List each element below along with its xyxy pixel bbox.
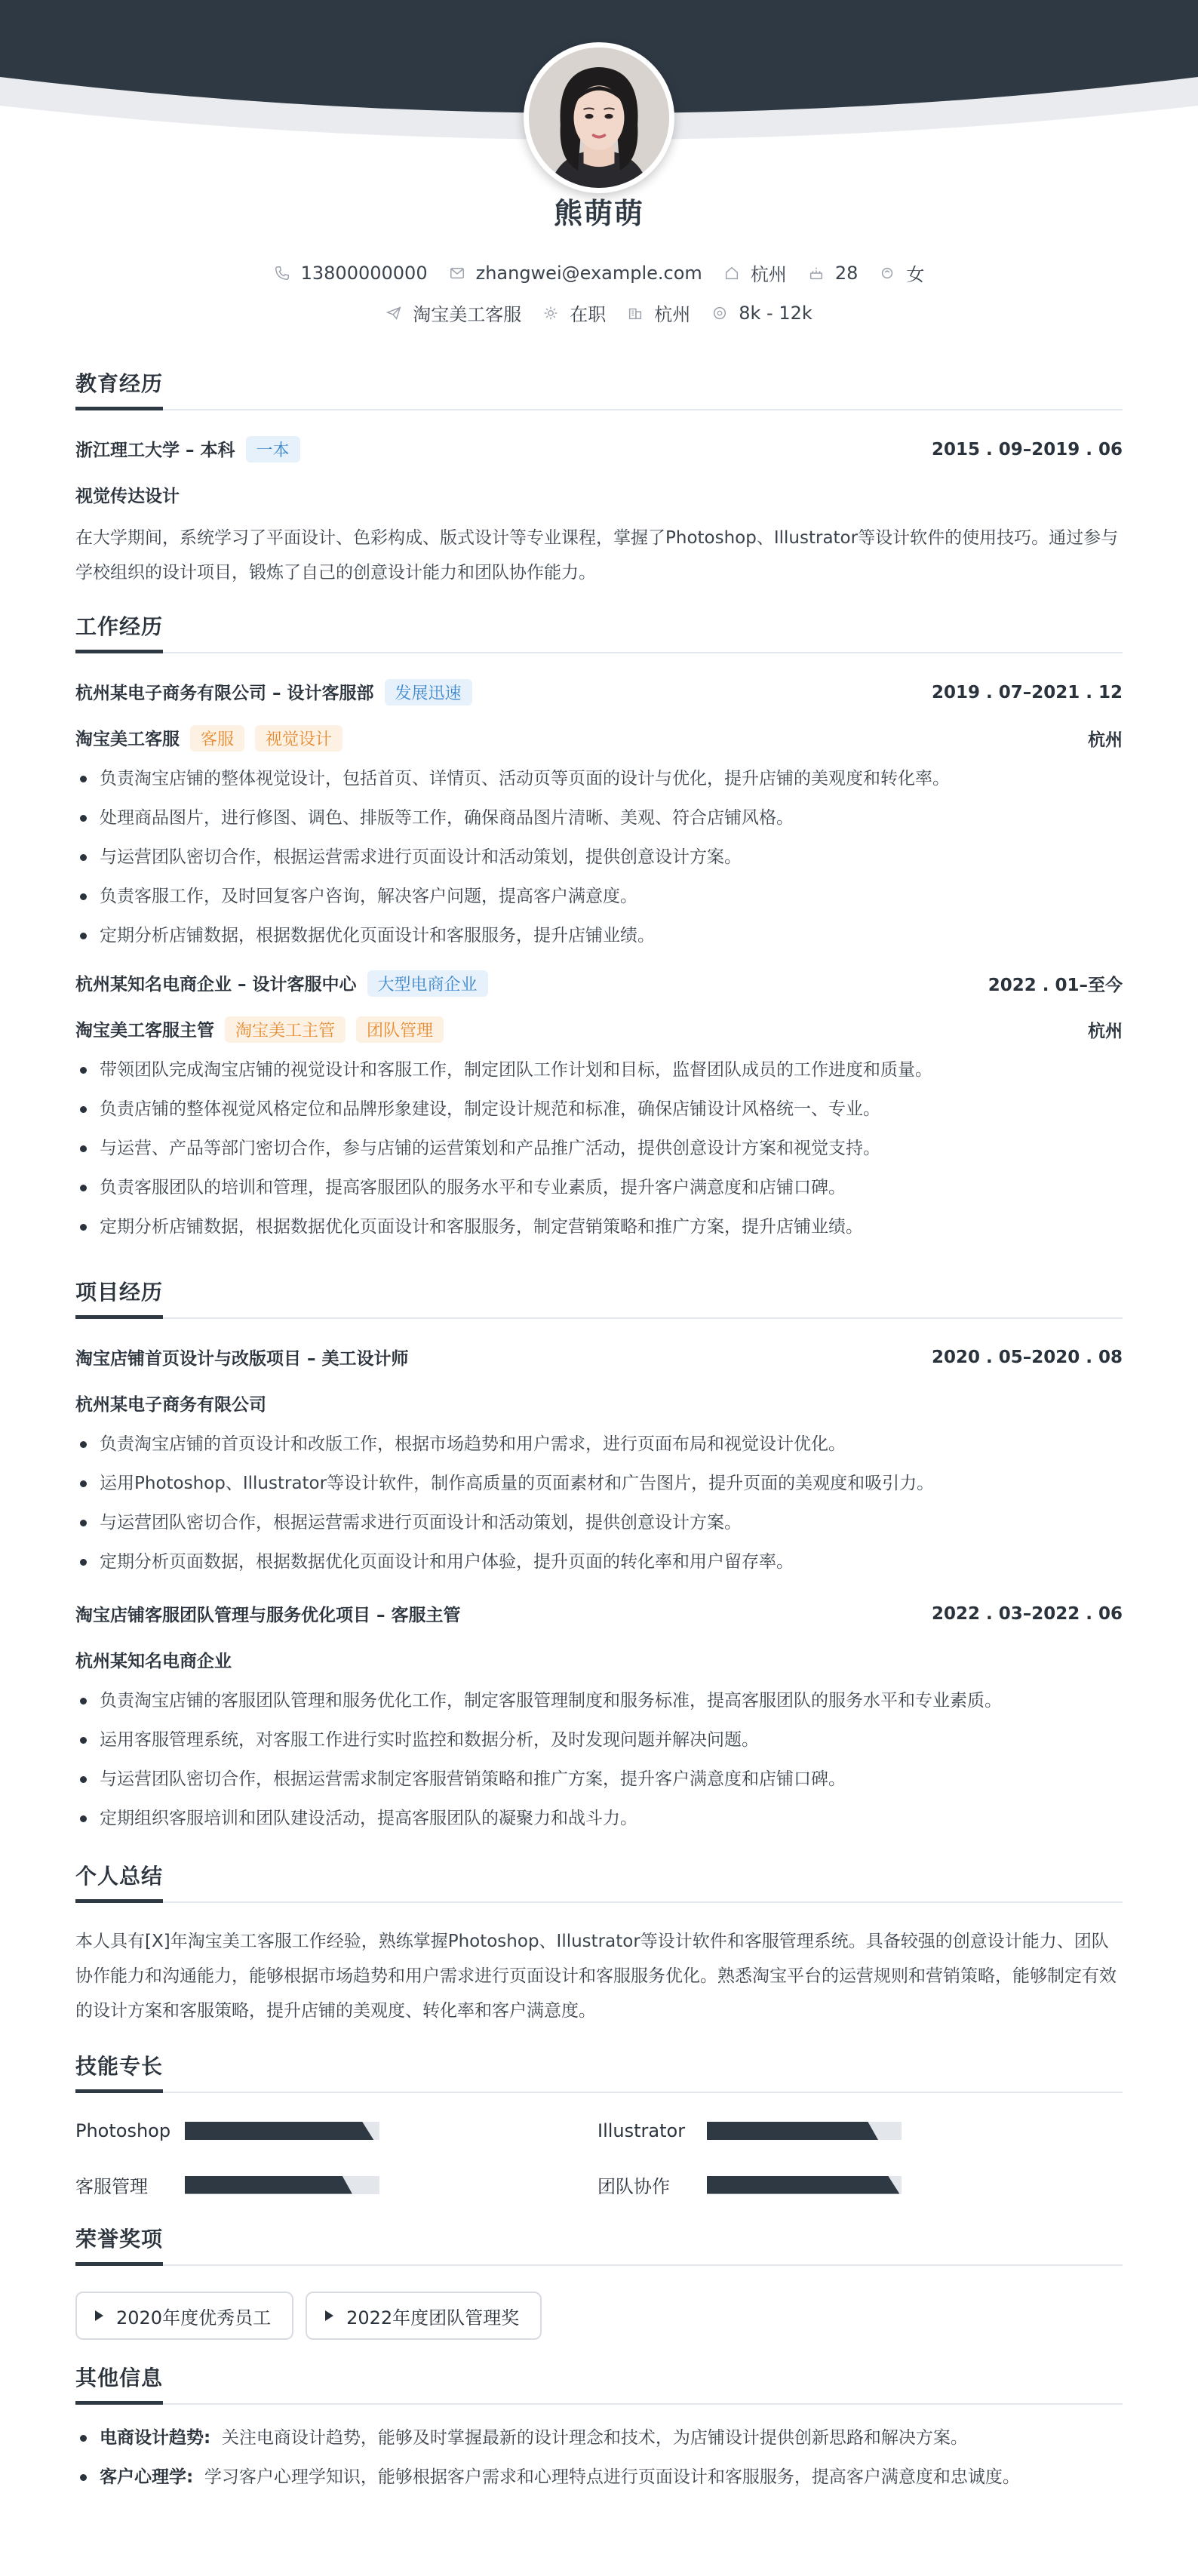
award-label: 2020年度优秀员工 — [116, 2307, 272, 2329]
work-role-row — [75, 1016, 1123, 1043]
list-item: 负责淘宝店铺的客服团队管理和服务优化工作，制定客服管理制度和服务标准，提高客服团队的服务水平和专业素质。 — [75, 1681, 1123, 1720]
school-tag: 一本 — [246, 436, 300, 463]
summary-section — [75, 1861, 1123, 2028]
other-list — [75, 2418, 1123, 2497]
projects-section — [75, 1277, 1123, 1838]
section-title: 项目经历 — [75, 1276, 163, 1319]
list-item: 与运营团队密切合作，根据运营需求进行页面设计和活动策划，提供创意设计方案。 — [75, 1503, 1123, 1542]
project-company: 杭州某电子商务有限公司 — [75, 1395, 266, 1415]
project-period: 2022 . 03–2022 . 06 — [931, 1603, 1123, 1624]
skill-fill — [185, 2122, 373, 2140]
salary-item — [711, 303, 812, 324]
resume-content — [75, 368, 1123, 2497]
work-role-row — [75, 725, 1123, 752]
skill-item — [75, 2172, 597, 2198]
list-item: 运用客服管理系统，对客服工作进行实时监控和数据分析，及时发现问题并解决问题。 — [75, 1720, 1123, 1760]
work-bullets — [75, 759, 1123, 955]
job-intent-row — [0, 300, 1198, 326]
work-entry — [75, 679, 1123, 955]
role-tag: 淘宝美工主管 — [225, 1016, 346, 1043]
project-bullets — [75, 1425, 1123, 1582]
list-item: 定期组织客服培训和团队建设活动，提高客服团队的凝聚力和战斗力。 — [75, 1799, 1123, 1838]
project-entry — [75, 1345, 1123, 1582]
role-tag: 团队管理 — [356, 1016, 444, 1043]
other-text: 学习客户心理学知识，能够根据客户需求和心理特点进行页面设计和客服服务，提高客户满意度和忠诚度。 — [204, 2467, 1020, 2487]
other-section — [75, 2362, 1123, 2497]
phone-icon — [274, 265, 290, 281]
skill-name: Illustrator — [597, 2120, 686, 2141]
skills-section — [75, 2051, 1123, 2198]
list-item: 定期分析店铺数据，根据数据优化页面设计和客服服务，提升店铺业绩。 — [75, 916, 1123, 955]
skill-bar — [185, 2176, 379, 2194]
candidate-name: 熊萌萌 — [553, 197, 644, 230]
work-role: 淘宝美工客服主管 — [75, 1021, 214, 1041]
list-item: 定期分析页面数据，根据数据优化页面设计和用户体验，提升页面的转化率和用户留存率。 — [75, 1542, 1123, 1582]
skill-name: 团队协作 — [597, 2176, 670, 2197]
company-tag: 大型电商企业 — [367, 970, 488, 997]
work-company: 杭州某知名电商企业 – 设计客服中心 — [75, 975, 357, 994]
education-period: 2015 . 09–2019 . 06 — [931, 439, 1123, 460]
skills-header — [75, 2051, 1123, 2093]
mail-icon — [449, 265, 465, 281]
gender-item — [879, 260, 924, 286]
school-name: 浙江理工大学 – 本科 — [75, 441, 235, 460]
list-item: 与运营团队密切合作，根据运营需求进行页面设计和活动策划，提供创意设计方案。 — [75, 838, 1123, 877]
list-item — [75, 2458, 1123, 2497]
city-item — [723, 260, 787, 286]
play-icon — [92, 2309, 106, 2322]
city-text: 杭州 — [750, 264, 787, 285]
project-company: 杭州某知名电商企业 — [75, 1652, 232, 1671]
skill-fill — [707, 2176, 899, 2194]
other-header — [75, 2362, 1123, 2405]
project-period: 2020 . 05–2020 . 08 — [931, 1347, 1123, 1367]
play-icon — [322, 2309, 336, 2322]
phone-text: 13800000000 — [300, 262, 428, 284]
work-location: 杭州 — [1088, 730, 1123, 750]
awards-list — [75, 2292, 1123, 2340]
status-item — [542, 300, 606, 326]
expected-city-text: 杭州 — [654, 304, 691, 325]
awards-header — [75, 2224, 1123, 2266]
work-period: 2022 . 01–至今 — [988, 976, 1123, 995]
list-item: 与运营、产品等部门密切合作，参与店铺的运营策划和产品推广活动，提供创意设计方案和视觉支持。 — [75, 1129, 1123, 1168]
work-entry — [75, 970, 1123, 1247]
education-header — [75, 368, 1123, 410]
award-chip — [75, 2292, 293, 2340]
email-text: zhangwei@example.com — [475, 262, 702, 284]
education-row — [75, 436, 1123, 463]
awards-section — [75, 2224, 1123, 2340]
award-label: 2022年度团队管理奖 — [346, 2307, 520, 2329]
work-header — [75, 611, 1123, 653]
skill-name: 客服管理 — [75, 2176, 148, 2197]
skill-item — [75, 2120, 597, 2141]
building-icon — [627, 305, 644, 321]
job-target-item — [386, 300, 521, 326]
skill-item — [597, 2172, 1120, 2198]
list-item: 负责淘宝店铺的整体视觉设计，包括首页、详情页、活动页等页面的设计与优化，提升店铺的美观度和转化率。 — [75, 759, 1123, 798]
section-title: 教育经历 — [75, 367, 163, 410]
home-icon — [723, 265, 740, 281]
other-text: 关注电商设计趋势，能够及时掌握最新的设计理念和技术，为店铺设计提供创新思路和解决方案。 — [221, 2428, 968, 2448]
age-text: 28 — [834, 262, 859, 284]
status-text: 在职 — [570, 304, 607, 325]
skill-item — [597, 2120, 1120, 2141]
company-tag: 发展迅速 — [385, 679, 472, 705]
skill-bar — [707, 2122, 902, 2140]
section-title: 其他信息 — [75, 2362, 163, 2405]
work-company: 杭州某电子商务有限公司 – 设计客服部 — [75, 684, 374, 703]
gender-icon — [879, 265, 895, 281]
section-title: 荣誉奖项 — [75, 2223, 163, 2266]
work-period: 2019 . 07–2021 . 12 — [931, 682, 1123, 702]
list-item: 运用Photoshop、Illustrator等设计软件，制作高质量的页面素材和广告图片，提升页面的美观度和吸引力。 — [75, 1464, 1123, 1503]
project-title: 淘宝店铺客服团队管理与服务优化项目 – 客服主管 — [75, 1606, 461, 1625]
list-item: 负责客服团队的培训和管理，提高客服团队的服务水平和专业素质，提升客户满意度和店铺口碑。 — [75, 1168, 1123, 1207]
salary-text: 8k - 12k — [739, 302, 812, 324]
work-section — [75, 611, 1123, 1247]
contact-row — [0, 260, 1198, 286]
work-location: 杭州 — [1088, 1022, 1123, 1041]
list-item: 带领团队完成淘宝店铺的视觉设计和客服工作，制定团队工作计划和目标，监督团队成员的工作进度和质量。 — [75, 1050, 1123, 1090]
list-item: 负责客服工作，及时回复客户咨询，解决客户问题，提高客户满意度。 — [75, 877, 1123, 916]
skills-grid — [75, 2120, 1123, 2198]
other-label: 电商设计趋势: — [100, 2428, 211, 2448]
avatar — [524, 42, 674, 193]
phone-item — [274, 263, 428, 284]
job-target-text: 淘宝美工客服 — [413, 304, 522, 325]
award-chip — [306, 2292, 542, 2340]
skill-bar — [185, 2122, 379, 2140]
project-title-row — [75, 1345, 1123, 1369]
project-title-row — [75, 1601, 1123, 1626]
list-item: 负责店铺的整体视觉风格定位和品牌形象建设，制定设计规范和标准，确保店铺设计风格统一、专业。 — [75, 1090, 1123, 1129]
list-item: 处理商品图片，进行修图、调色、排版等工作，确保商品图片清晰、美观、符合店铺风格。 — [75, 798, 1123, 838]
work-company-row — [75, 970, 1123, 997]
section-title: 个人总结 — [75, 1860, 163, 1903]
project-title: 淘宝店铺首页设计与改版项目 – 美工设计师 — [75, 1349, 409, 1369]
summary-header — [75, 1861, 1123, 1903]
list-item: 负责淘宝店铺的首页设计和改版工作，根据市场趋势和用户需求，进行页面布局和视觉设计优化。 — [75, 1425, 1123, 1464]
project-entry — [75, 1601, 1123, 1838]
skill-bar — [707, 2176, 902, 2194]
section-title: 技能专长 — [75, 2050, 163, 2093]
other-label: 客户心理学: — [100, 2467, 194, 2487]
skill-fill — [707, 2122, 878, 2140]
skill-name: Photoshop — [75, 2120, 171, 2141]
education-section — [75, 368, 1123, 590]
education-description: 在大学期间，系统学习了平面设计、色彩构成、版式设计等专业课程，掌握了Photoshop、Illustrator等设计软件的使用技巧。通过参与学校组织的设计项目，锻炼了自己的创意设计能力和团队协作能力。 — [75, 528, 1119, 583]
coin-icon — [711, 305, 728, 321]
major: 视觉传达设计 — [75, 487, 180, 506]
gender-text: 女 — [906, 264, 925, 285]
role-tag: 视觉设计 — [255, 725, 343, 752]
project-bullets — [75, 1681, 1123, 1838]
list-item — [75, 2418, 1123, 2458]
role-tag: 客服 — [190, 725, 244, 752]
section-title: 工作经历 — [75, 610, 163, 653]
work-bullets — [75, 1050, 1123, 1247]
cake-icon — [808, 265, 825, 281]
expected-city-item — [627, 300, 690, 326]
age-item — [808, 263, 859, 284]
skill-fill — [185, 2176, 352, 2194]
send-icon — [386, 305, 402, 321]
email-item — [449, 263, 702, 284]
list-item: 定期分析店铺数据，根据数据优化页面设计和客服服务，制定营销策略和推广方案，提升店铺业绩。 — [75, 1207, 1123, 1247]
summary-text: 本人具有[X]年淘宝美工客服工作经验，熟练掌握Photoshop、Illustrator等设计软件和客服管理系统。具备较强的创意设计能力、团队协作能力和沟通能力，能够根据市场趋势和用户需求进行页面设计和客服服务优化。熟悉淘宝平台的运营规则和营销策略，能够制定有效的设计方案和客服策略，提升店铺的美观度、转化率和客户满意度。 — [75, 1932, 1117, 2021]
work-company-row — [75, 679, 1123, 705]
gear-icon — [542, 305, 559, 321]
projects-header — [75, 1277, 1123, 1319]
list-item: 与运营团队密切合作，根据运营需求制定客服营销策略和推广方案，提升客户满意度和店铺口碑。 — [75, 1760, 1123, 1799]
work-role: 淘宝美工客服 — [75, 730, 180, 749]
